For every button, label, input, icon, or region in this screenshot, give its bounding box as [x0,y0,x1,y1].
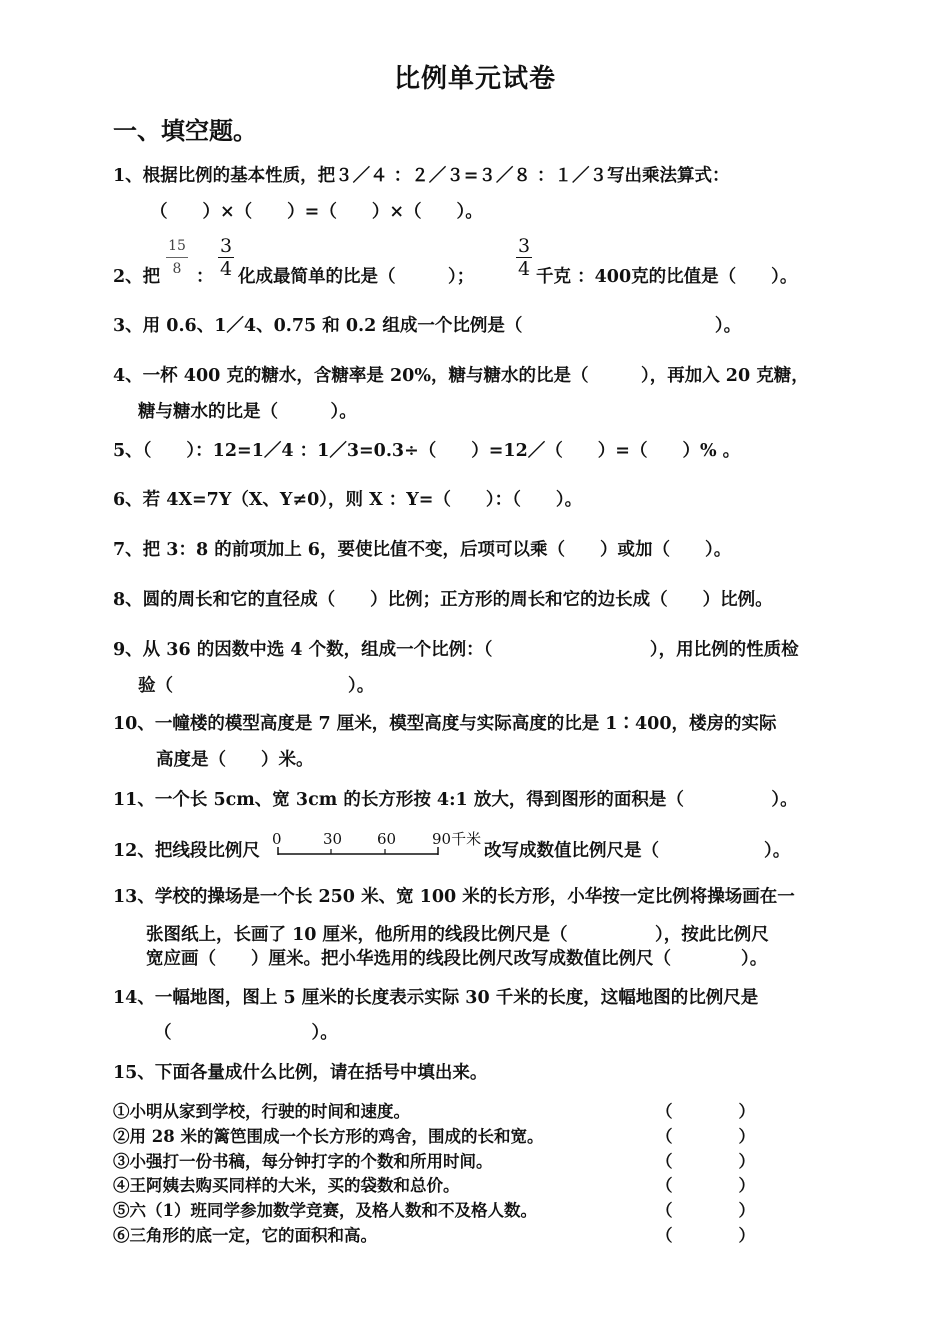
answer-blank: （ ） [656,1226,755,1245]
section-heading: 一、填空题。 [113,116,257,145]
question-10-line1: 10、一幢楼的模型高度是 7 厘米，模型高度与实际高度的比是 1∶400，楼房的实际 [113,714,777,734]
scale-tick-label: 30 [323,830,343,848]
question-2-suffix: 千克 ：400克的比值是（ ）。 [536,267,798,287]
answer-blank: （ ） [656,1127,755,1146]
fraction-15-8 [166,236,188,279]
question-13-line3: 宽应画（ ）厘米。把小华选用的线段比例尺改写成数值比例尺（ ）。 [146,949,768,969]
fraction-denominator: 8 [172,261,182,277]
line-scale-bar [270,830,485,860]
list-item: ⑤六（1）班同学参加数学竞赛，及格人数和不及格人数。 [113,1201,537,1220]
question-2-colon: ： [196,267,214,287]
list-item: ①小明从家到学校，行驶的时间和速度。 [113,1102,410,1121]
list-item: ③小强打一份书稿，每分钟打字的个数和所用时间。 [113,1152,493,1171]
scale-tick-label: 0 [272,830,282,848]
answer-blank: （ ） [656,1176,755,1195]
scale-tick-label: 60 [377,830,397,848]
question-6: 6、若 4X=7Y（X、Y≠0），则 X ：Y=（ ）：（ ）。 [113,490,583,510]
fraction-numerator: 3 [517,235,531,257]
question-14-line1: 14、一幅地图，图上 5 厘米的长度表示实际 30 千米的长度，这幅地图的比例尺是 [113,988,759,1008]
answer-blank: （ ） [656,1201,755,1220]
list-item: ⑥三角形的底一定，它的面积和高。 [113,1226,377,1245]
question-10-line2: 高度是（ ）米。 [156,750,314,770]
list-item: ④王阿姨去购买同样的大米，买的袋数和总价。 [113,1176,460,1195]
question-5: 5、（ ）：12=1／4 ：1／3=0.3÷（ ）=12／（ ）=（ ）% 。 [113,441,741,461]
question-4-line1: 4、一杯 400 克的糖水，含糖率是 20%，糖与糖水的比是（ ），再加入 20 克糖， [113,366,809,386]
question-15-heading: 15、下面各量成什么比例，请在括号中填出来。 [113,1063,488,1083]
question-2-prefix: 2、把 [113,267,161,287]
question-9-line2: 验（ ）。 [138,676,375,696]
question-1-line2: （ ）×（ ）=（ ）×（ ）。 [150,202,483,222]
question-12-suffix: 改写成数值比例尺是（ ）。 [484,841,791,861]
list-item: ②用 28 米的篱笆围成一个长方形的鸡舍，围成的长和宽。 [113,1127,544,1146]
question-12-prefix: 12、把线段比例尺 [113,841,260,861]
fraction-denominator: 4 [219,258,233,280]
question-2-middle: 化成最简单的比是（ ）； [238,267,475,287]
fraction-denominator: 4 [517,258,531,280]
question-3: 3、用 0.6、1／4、0.75 和 0.2 组成一个比例是（ ）。 [113,316,742,336]
question-7: 7、把 3：8 的前项加上 6，要使比值不变，后项可以乘（ ）或加（ ）。 [113,540,732,560]
question-9-line1: 9、从 36 的因数中选 4 个数，组成一个比例：（ ），用比例的性质检 [113,640,799,660]
question-14-line2: （ ）。 [154,1023,338,1043]
question-8: 8、圆的周长和它的直径成（ ）比例；正方形的周长和它的边长成（ ）比例。 [113,590,773,610]
question-13-line1: 13、学校的操场是一个长 250 米、宽 100 米的长方形，小华按一定比例将操场画在一 [113,887,795,907]
question-11: 11、一个长 5cm、宽 3cm 的长方形按 4:1 放大，得到图形的面积是（ ）。 [113,790,798,810]
fraction-3-4-b [516,236,532,279]
fraction-numerator: 3 [219,235,233,257]
answer-blank: （ ） [656,1102,755,1121]
fraction-3-4-a [218,236,234,279]
scale-tick-label: 90千米 [432,830,482,848]
page-title: 比例单元试卷 [393,64,556,94]
question-4-line2: 糖与糖水的比是（ ）。 [138,402,357,422]
question-13-line2: 张图纸上，长画了 10 厘米，他所用的线段比例尺是（ ），按此比例尺 [146,925,769,945]
fraction-numerator: 15 [168,238,186,254]
question-1-line1: 1、根据比例的基本性质，把３／４ ：２／３=３／８ ：１／３写出乘法算式： [113,166,730,186]
answer-blank: （ ） [656,1152,755,1171]
